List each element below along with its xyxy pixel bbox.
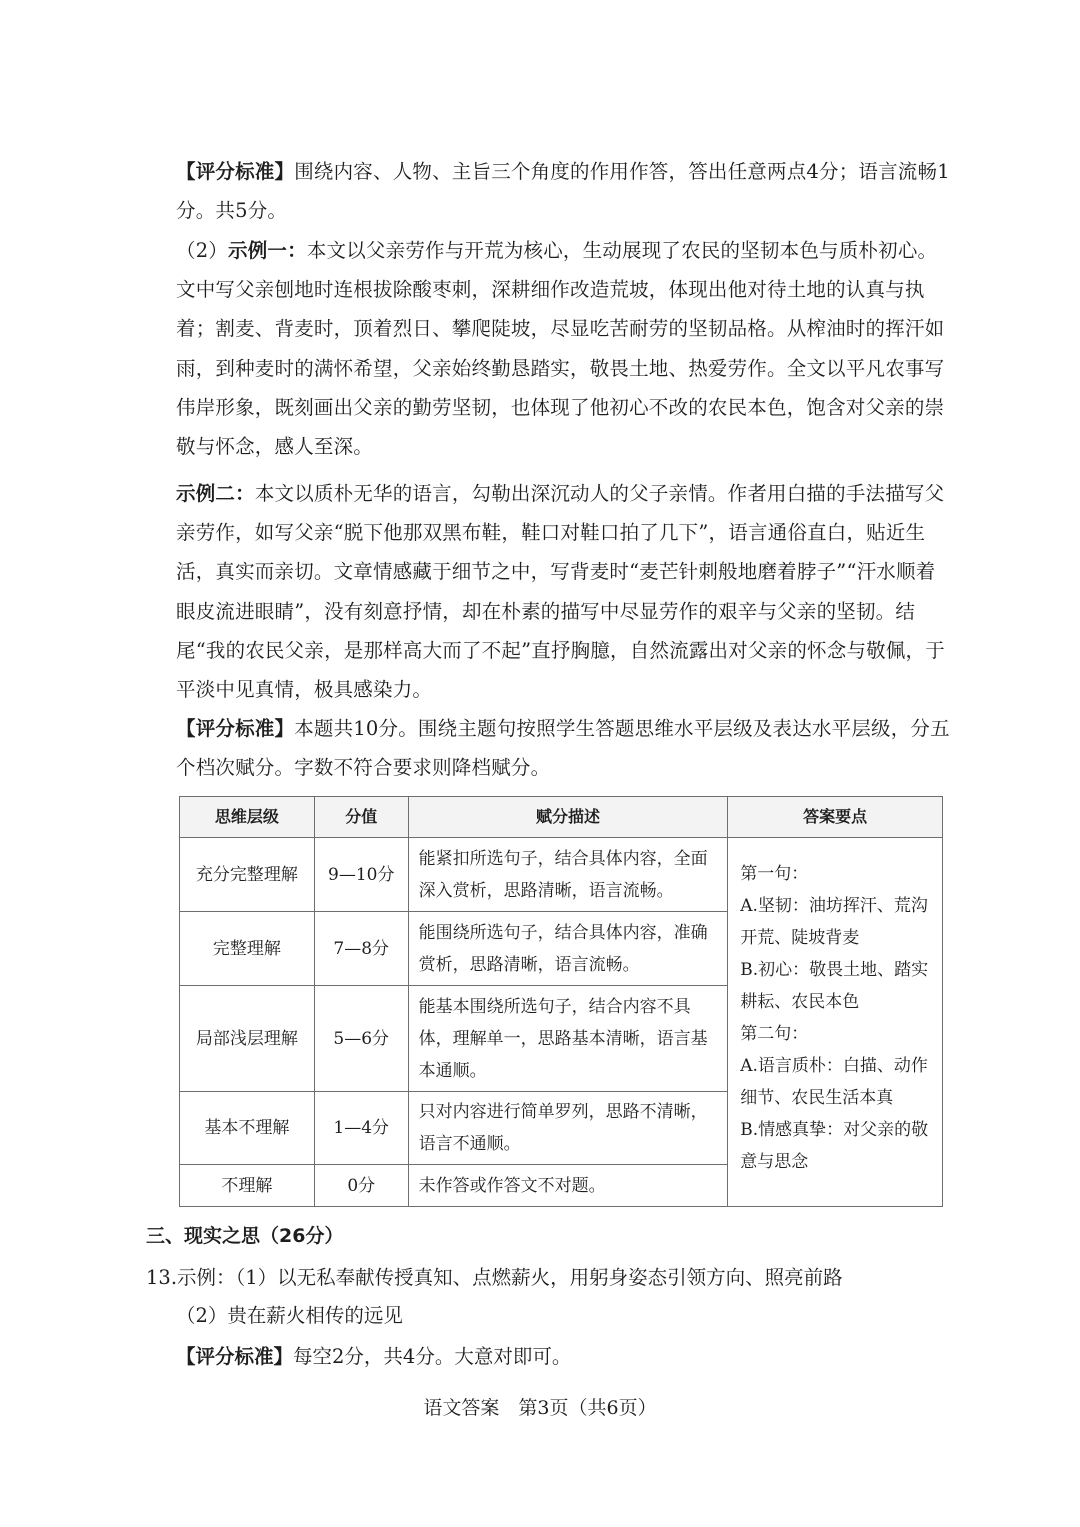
desc-cell: 能紧扣所选句子，结合具体内容，全面深入赏析，思路清晰，语言流畅。 — [408, 838, 728, 912]
scoring-label: 【评分标准】 — [176, 717, 295, 740]
example-one-text: 本文以父亲劳作与开荒为核心，生动展现了农民的坚韧本色与质朴初心。文中写父亲刨地时连根拔除酸枣刺，深耕细作改造荒坡，体现出他对待土地的认真与执着；割麦、背麦时，顶着烈日、攀爬陡坡，尽显吃苦耐劳的坚韧品格。从榨油时的挥汗如雨，到种麦时的满怀希望，父亲始终勤恳踏实，敬畏土地、热爱劳作。全文以平凡农事写伟岸形象，既刻画出父亲的勤劳坚韧，也体现了他初心不改的农民本色，饱含对父亲的崇敬与怀念，感人至深。 — [176, 239, 945, 459]
question-13-scoring — [176, 1341, 571, 1373]
key-point: A.语言质朴：白描、动作细节、农民生活本真 — [740, 1056, 928, 1108]
level-cell: 充分完整理解 — [180, 838, 315, 912]
key-point: 第一句： — [740, 864, 809, 884]
score-cell: 7—8分 — [314, 912, 408, 986]
sub-question-number: （2） — [176, 239, 229, 262]
scoring-text: 每空2分，共4分。大意对即可。 — [293, 1345, 572, 1368]
key-point: A.坚韧：油坊挥汗、荒沟开荒、陡坡背麦 — [740, 896, 928, 948]
example-two-text: 本文以质朴无华的语言，勾勒出深沉动人的父子亲情。作者用白描的手法描写父亲劳作，如写父亲“脱下他那双黑布鞋，鞋口对鞋口拍了几下”，语言通俗直白，贴近生活，真实而亲切。文章情感藏于细节之中，写背麦时“麦芒针刺般地磨着脖子”“汗水顺着眼皮流进眼睛”，没有刻意抒情，却在朴素的描写中尽显劳作的艰辛与父亲的坚韧。结尾“我的农民父亲，是那样高大而了不起”直抒胸臆，自然流露出对父亲的怀念与敬佩，于平淡中见真情，极具感染力。 — [176, 482, 945, 702]
score-cell: 9—10分 — [314, 838, 408, 912]
key-point: B.情感真挚：对父亲的敬意与思念 — [740, 1120, 929, 1172]
example-two — [176, 474, 950, 709]
table-header: 思维层级 — [180, 797, 315, 838]
scoring-standard-1 — [176, 152, 950, 230]
example-one — [176, 231, 950, 466]
example-two-label: 示例二： — [176, 482, 255, 505]
level-cell: 基本不理解 — [180, 1092, 315, 1165]
question-13-line-1: 13.示例：（1）以无私奉献传授真知、点燃薪火，用躬身姿态引领方向、照亮前路 — [146, 1266, 843, 1289]
scoring-label: 【评分标准】 — [176, 1345, 294, 1368]
table-header: 分值 — [314, 797, 408, 838]
scoring-standard-2 — [176, 709, 950, 787]
question-13-line-2: （2）贵在薪火相传的远见 — [176, 1304, 403, 1327]
desc-cell: 能基本围绕所选句子，结合内容不具体，理解单一，思路基本清晰，语言基本通顺。 — [408, 986, 728, 1092]
scoring-label: 【评分标准】 — [176, 160, 295, 183]
key-point: B.初心：敬畏土地、踏实耕耘、农民本色 — [740, 960, 929, 1012]
desc-cell: 只对内容进行简单罗列，思路不清晰，语言不通顺。 — [408, 1092, 728, 1165]
scoring-table — [179, 796, 943, 1207]
table-header: 赋分描述 — [408, 797, 728, 838]
key-points-cell — [728, 838, 943, 1207]
example-one-label: 示例一： — [228, 239, 307, 262]
page-footer: 语文答案 第3页（共6页） — [423, 1397, 657, 1419]
level-cell: 不理解 — [180, 1165, 315, 1207]
desc-cell: 能围绕所选句子，结合具体内容，准确赏析，思路清晰，语言流畅。 — [408, 912, 728, 986]
table-header: 答案要点 — [728, 797, 943, 838]
score-cell: 0分 — [314, 1165, 408, 1207]
score-cell: 5—6分 — [314, 986, 408, 1092]
score-cell: 1—4分 — [314, 1092, 408, 1165]
section-heading: 三、现实之思（26分） — [146, 1225, 344, 1247]
level-cell: 完整理解 — [180, 912, 315, 986]
table-header-row — [180, 797, 943, 838]
desc-cell: 未作答或作答文不对题。 — [408, 1165, 728, 1207]
key-point: 第二句： — [740, 1024, 809, 1044]
scoring-text: 围绕内容、人物、主旨三个角度的作用作答，答出任意两点4分；语言流畅1分。共5分。 — [176, 160, 950, 223]
scoring-text: 本题共10分。围绕主题句按照学生答题思维水平层级及表达水平层级，分五个档次赋分。字数不符合要求则降档赋分。 — [176, 717, 950, 780]
table-row — [180, 838, 943, 912]
level-cell: 局部浅层理解 — [180, 986, 315, 1092]
